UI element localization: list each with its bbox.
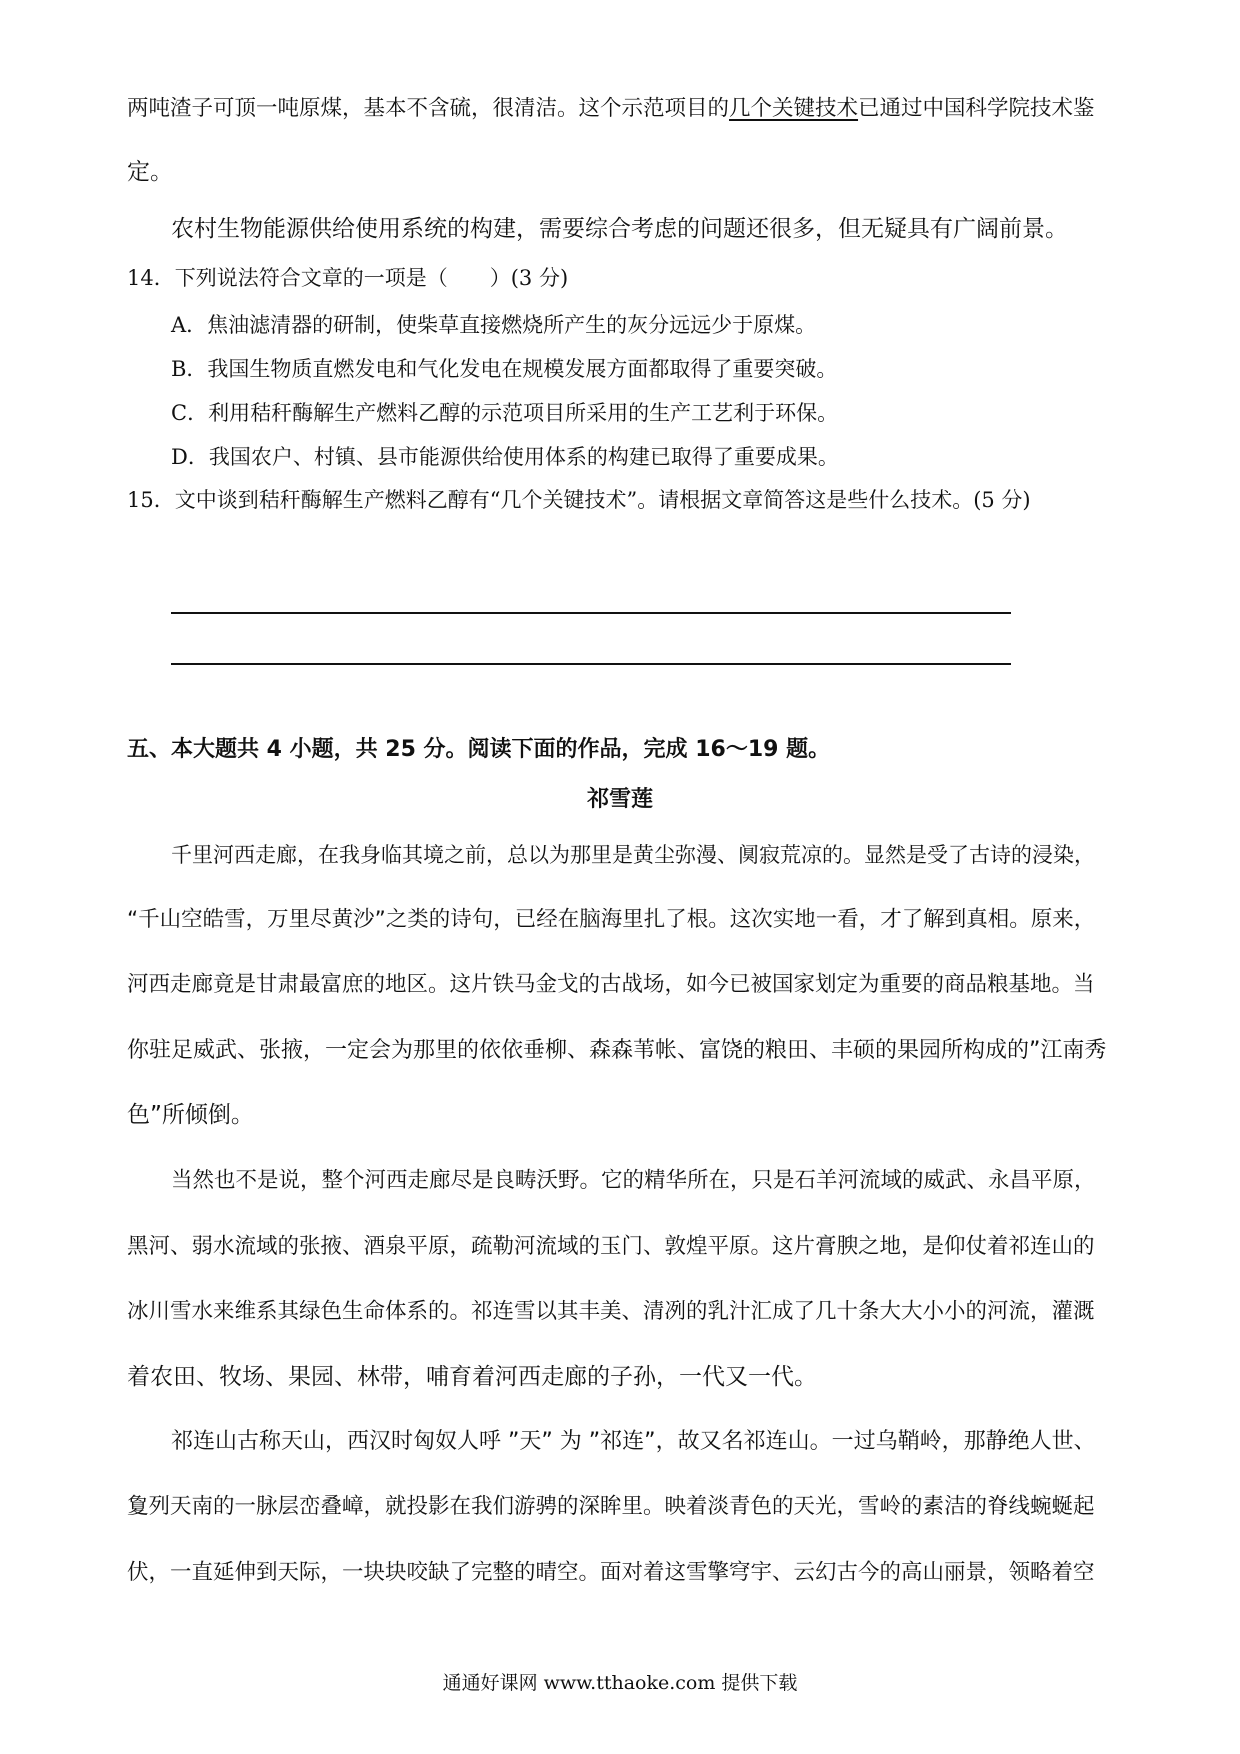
essay-line-10: 祁连山古称天山，西汉时匈奴人呼 ”天” 为 ”祁连”，故又名祁连山。一过乌鞘岭，那静绝人世、 <box>171 1429 1096 1454</box>
question-14-option-c: C．利用秸秆酶解生产燃料乙醇的示范项目所采用的生产工艺利于环保。 <box>171 401 839 425</box>
passage-line-1-post: 已通过中国科学院技术鉴 <box>858 96 1095 121</box>
essay-title: 祁雪莲 <box>586 787 653 812</box>
question-14-option-b: B．我国生物质直燃发电和气化发电在规模发展方面都取得了重要突破。 <box>171 357 838 381</box>
question-15-stem: 15．文中谈到秸秆酶解生产燃料乙醇有“几个关键技术”。请根据文章简答这是些什么技术。(5 分) <box>127 488 1031 512</box>
question-14-option-d: D．我国农户、村镇、县市能源供给使用体系的构建已取得了重要成果。 <box>171 445 839 469</box>
passage-line-2: 定。 <box>127 159 173 185</box>
essay-line-8: 冰川雪水来维系其绿色生命体系的。祁连雪以其丰美、清冽的乳汁汇成了几十条大大小小的河流，灌溉 <box>127 1299 1095 1324</box>
section-5-heading: 五、本大题共 4 小题，共 25 分。阅读下面的作品，完成 16～19 题。 <box>127 737 831 762</box>
essay-line-7: 黑河、弱水流域的张掖、酒泉平原，疏勒河流域的玉门、敦煌平原。这片膏腴之地，是仰仗着祁连山的 <box>127 1234 1095 1259</box>
essay-line-12: 伏，一直延伸到天际，一块块咬缺了完整的晴空。面对着这雪擎穹宇、云幻古今的高山丽景，领略着空 <box>127 1560 1095 1585</box>
answer-line-2[interactable] <box>171 663 1011 665</box>
underlined-key-tech: 几个关键技术 <box>729 96 859 121</box>
answer-line-1[interactable] <box>171 612 1011 614</box>
essay-line-6: 当然也不是说，整个河西走廊尽是良畴沃野。它的精华所在，只是石羊河流域的威武、永昌平原， <box>171 1168 1096 1193</box>
passage-line-1-pre: 两吨渣子可顶一吨原煤，基本不含硫，很清洁。这个示范项目的 <box>127 96 730 121</box>
passage-line-3: 农村生物能源供给使用系统的构建，需要综合考虑的问题还很多，但无疑具有广阔前景。 <box>171 216 1068 242</box>
essay-line-2: “千山空皓雪，万里尽黄沙”之类的诗句，已经在脑海里扎了根。这次实地一看，才了解到真相。原来， <box>127 907 1096 932</box>
passage-line-1 <box>127 94 1095 124</box>
page-footer: 通通好课网 www.tthaoke.com 提供下载 <box>442 1672 798 1694</box>
essay-line-5: 色”所倾倒。 <box>127 1102 254 1128</box>
essay-line-9: 着农田、牧场、果园、林带，哺育着河西走廊的子孙，一代又一代。 <box>127 1364 817 1390</box>
question-14-option-a: A．焦油滤清器的研制，使柴草直接燃烧所产生的灰分远远少于原煤。 <box>171 313 817 337</box>
essay-line-4: 你驻足威武、张掖，一定会为那里的依依垂柳、森森苇帐、富饶的粮田、丰硕的果园所构成的”江南秀 <box>127 1038 1107 1063</box>
essay-line-3: 河西走廊竟是甘肃最富庶的地区。这片铁马金戈的古战场，如今已被国家划定为重要的商品粮基地。当 <box>127 972 1095 997</box>
question-14-stem: 14．下列说法符合文章的一项是（ ）(3 分) <box>127 266 569 290</box>
essay-line-11: 夐列天南的一脉层峦叠嶂，就投影在我们游骋的深眸里。映着淡青色的天光，雪岭的素洁的脊线蜿蜒起 <box>127 1494 1095 1519</box>
essay-line-1: 千里河西走廊，在我身临其境之前，总以为那里是黄尘弥漫、阒寂荒凉的。显然是受了古诗的浸染， <box>171 843 1095 867</box>
